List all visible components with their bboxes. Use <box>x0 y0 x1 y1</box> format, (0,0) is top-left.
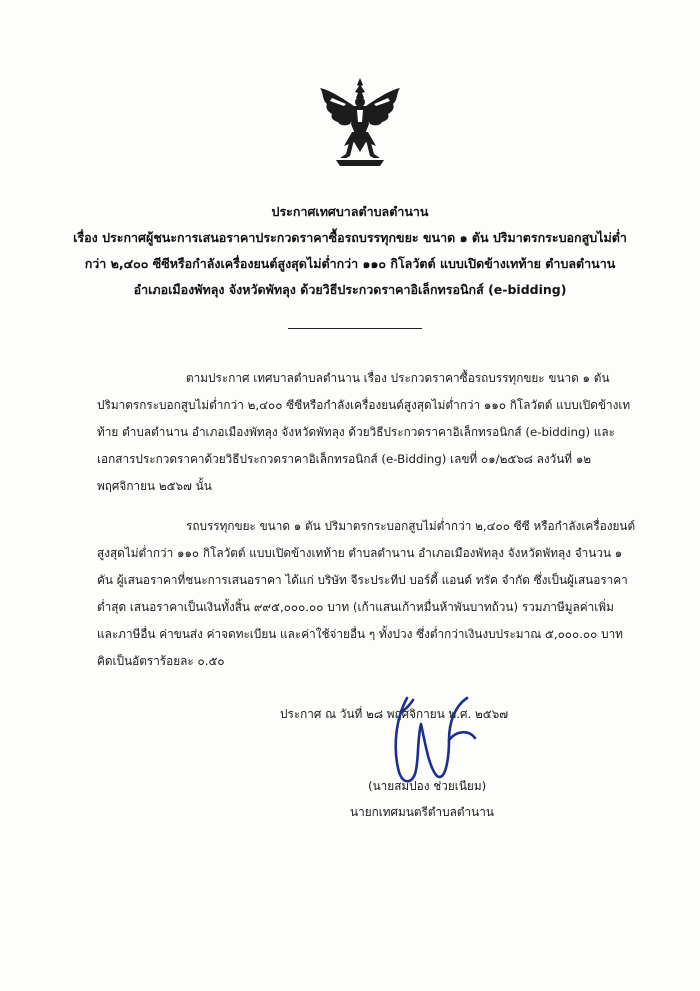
paragraph-2-line: ต่ำสุด เสนอราคาเป็นเงินทั้งสิ้น ๙๙๕,๐๐๐.๐๐ บาท (เก้าแสนเก้าหมื่นห้าพันบาทถ้วน) รวมภาษีมูลค่าเพิ่ม <box>97 600 614 614</box>
garuda-emblem-icon <box>318 76 402 168</box>
paragraph-2-line: คัน ผู้เสนอราคาที่ชนะการเสนอราคา ได้แก่ บริษัท จีระประทีป บอร์ดี้ แอนด์ ทรัค จำกัด ซึ่งเป็นผู้เสนอราคา <box>97 573 628 587</box>
announcement-heading: ประกาศเทศบาลตำบลตำนาน <box>271 204 429 219</box>
paragraph-1-line: ท้าย ตำบลตำนาน อำเภอเมืองพัทลุง จังหวัดพัทลุง ด้วยวิธีประกวดราคาอิเล็กทรอนิกส์ (e-bidding) และ <box>97 425 615 439</box>
subject-line: เรื่อง ประกาศผู้ชนะการเสนอราคาประกวดราคาซื้อรถบรรทุกขยะ ขนาด ๑ ตัน ปริมาตรกระบอกสูบไม่ต่ำ <box>73 230 627 245</box>
title-divider <box>288 328 422 329</box>
paragraph-1-line: พฤศจิกายน ๒๕๖๗ นั้น <box>97 479 212 493</box>
paragraph-1-line: ตามประกาศ เทศบาลตำบลตำนาน เรื่อง ประกวดราคาซื้อรถบรรทุกขยะ ขนาด ๑ ตัน <box>186 371 610 385</box>
subject-line: กว่า ๒,๔๐๐ ซีซีหรือกำลังเครื่องยนต์สูงสุดไม่ต่ำกว่า ๑๑๐ กิโลวัตต์ แบบเปิดข้างเทท้าย ตำบลตำนาน <box>84 256 616 271</box>
paragraph-2-line: รถบรรทุกขยะ ขนาด ๑ ตัน ปริมาตรกระบอกสูบไม่ต่ำกว่า ๒,๔๐๐ ซีซี หรือกำลังเครื่องยนต์ <box>186 519 636 533</box>
paragraph-1-line: ปริมาตรกระบอกสูบไม่ต่ำกว่า ๒,๔๐๐ ซีซีหรือกำลังเครื่องยนต์สูงสุดไม่ต่ำกว่า ๑๑๐ กิโลวัตต์ แบบเปิดข้างเท <box>97 398 631 412</box>
paragraph-2-line: คิดเป็นอัตราร้อยละ ๐.๕๐ <box>97 654 225 668</box>
signatory-position: นายกเทศมนตรีตำบลตำนาน <box>350 805 494 819</box>
signatory-name: (นายสมปอง ช่วยเนียม) <box>368 779 487 793</box>
paragraph-2-line: และภาษีอื่น ค่าขนส่ง ค่าจดทะเบียน และค่าใช้จ่ายอื่น ๆ ทั้งปวง ซึ่งต่ำกว่าเงินงบประมาณ ๕,๐๐๐.๐๐ บาท <box>97 627 623 641</box>
paragraph-2-line: สูงสุดไม่ต่ำกว่า ๑๑๐ กิโลวัตต์ แบบเปิดข้างเทท้าย ตำบลตำนาน อำเภอเมืองพัทลุง จังหวัดพัทลุง จำนวน ๑ <box>97 546 623 560</box>
subject-line: อำเภอเมืองพัทลุง จังหวัดพัทลุง ด้วยวิธีประกวดราคาอิเล็กทรอนิกส์ (e-bidding) <box>133 282 567 297</box>
paragraph-1-line: เอกสารประกวดราคาด้วยวิธีประกวดราคาอิเล็กทรอนิกส์ (e-Bidding) เลขที่ ๐๑/๒๕๖๘ ลงวันที่ ๑๒ <box>97 452 592 466</box>
announcement-date: ประกาศ ณ วันที่ ๒๘ พฤศจิกายน พ.ศ. ๒๕๖๗ <box>280 707 509 721</box>
